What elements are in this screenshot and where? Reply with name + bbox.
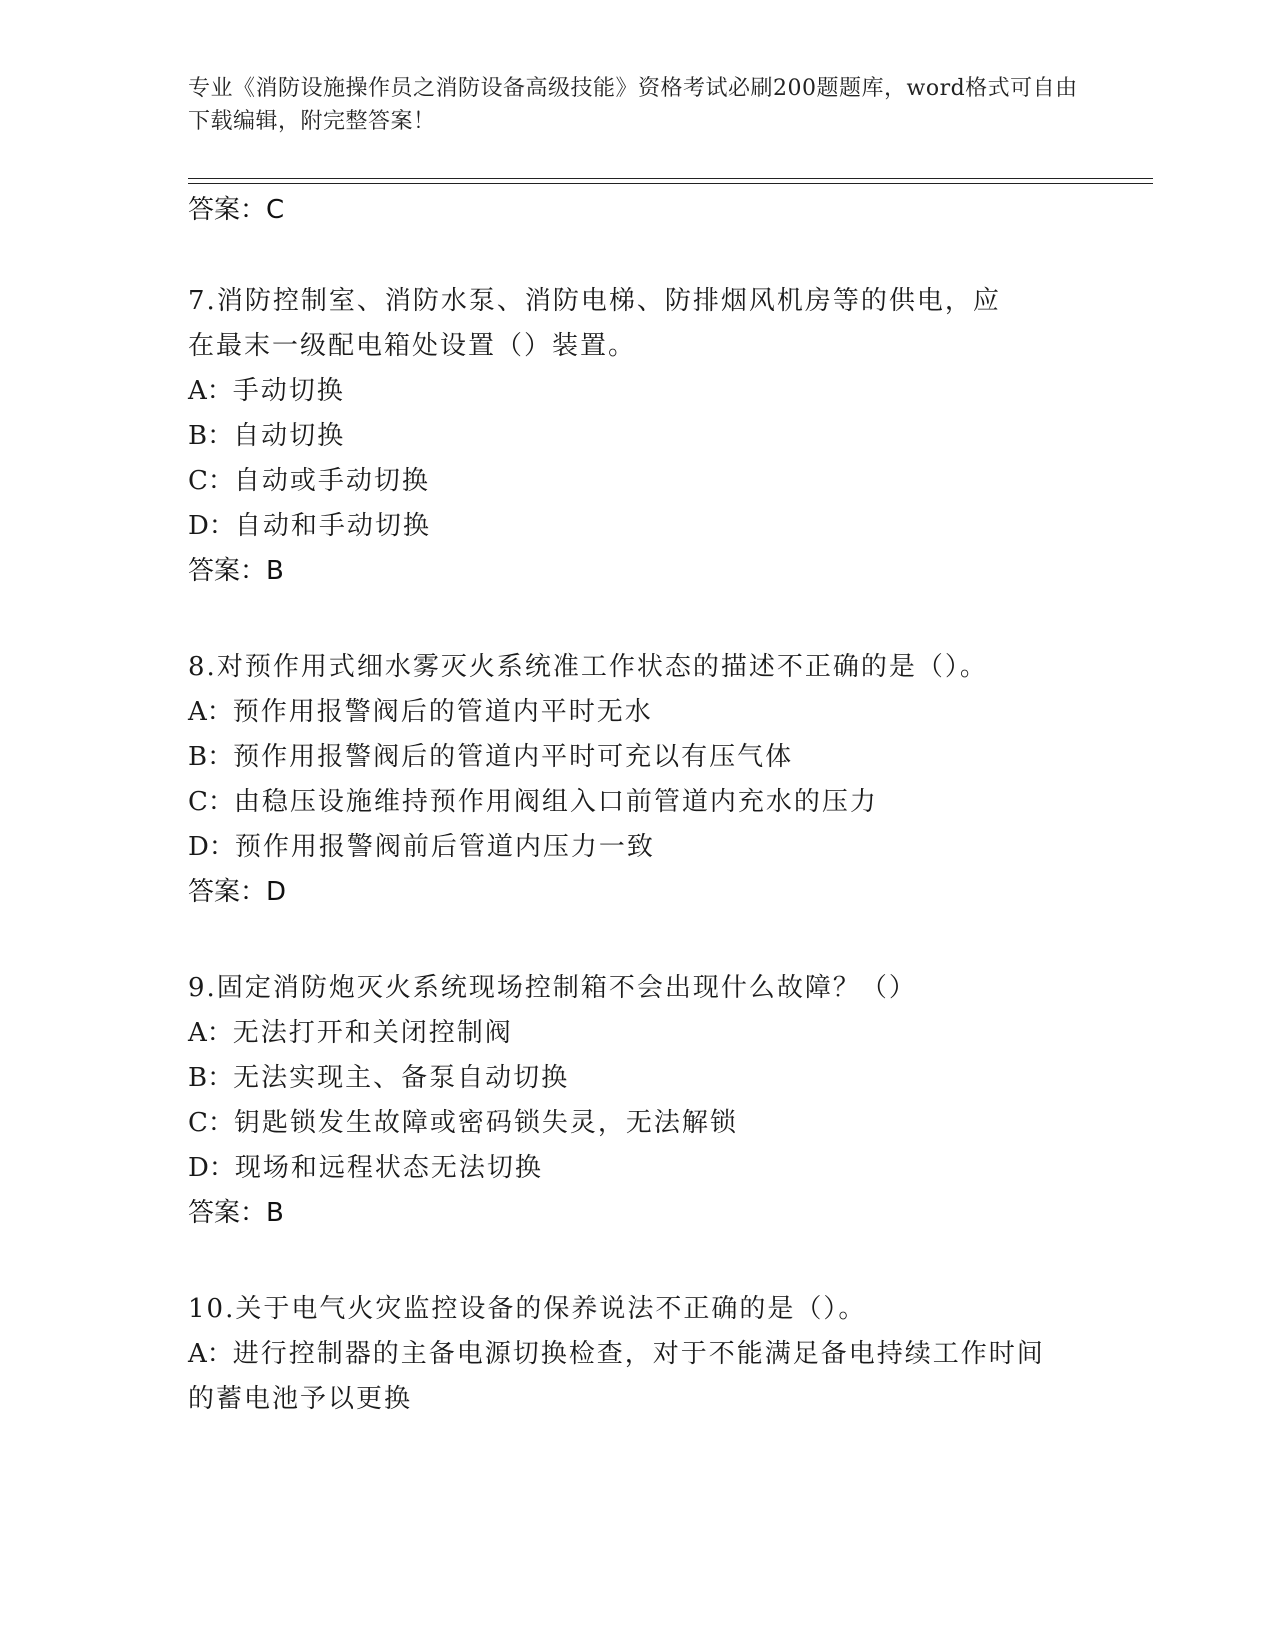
header-rule-top — [188, 178, 1153, 179]
question-stem — [188, 279, 1028, 369]
question-text: 关于电气火灾监控设备的保养说法不正确的是（）。 — [235, 1294, 867, 1324]
question-number: 7. — [188, 286, 217, 316]
question-number: 8. — [188, 652, 217, 682]
option-label: B： — [188, 1063, 234, 1093]
option-text: 自动或手动切换 — [233, 466, 430, 496]
answer-line — [188, 188, 1088, 232]
question-number: 9. — [188, 973, 217, 1003]
option-a — [188, 1332, 1048, 1422]
option-label: D： — [188, 511, 235, 541]
question-text: 对预作用式细水雾灭火系统准工作状态的描述不正确的是（）。 — [216, 652, 988, 682]
question-number: 10. — [188, 1294, 236, 1324]
option-a — [188, 369, 1088, 414]
option-text: 自动切换 — [233, 421, 346, 451]
question-list — [188, 188, 1088, 1422]
option-label: C： — [188, 466, 234, 496]
option-label: A： — [188, 1339, 233, 1369]
question-text: 固定消防炮灭火系统现场控制箱不会出现什么故障？（） — [216, 973, 917, 1003]
option-text: 预作用报警阀后的管道内平时可充以有压气体 — [233, 742, 794, 772]
option-b — [188, 735, 1088, 780]
document-header — [188, 72, 1088, 138]
option-b — [188, 414, 1088, 459]
answer-line — [188, 1191, 1088, 1235]
option-text: 预作用报警阀后的管道内平时无水 — [232, 697, 653, 727]
option-c — [188, 459, 1088, 504]
option-text: 现场和远程状态无法切换 — [234, 1153, 543, 1183]
question-block — [188, 1287, 1088, 1422]
question-stem — [188, 1287, 1088, 1332]
option-label: C： — [188, 787, 234, 817]
option-label: A： — [188, 376, 233, 406]
header-rule-bottom — [188, 183, 1153, 184]
option-label: D： — [188, 1153, 235, 1183]
option-label: A： — [188, 697, 233, 727]
answer-label: 答案： — [188, 195, 267, 225]
option-label: B： — [188, 742, 234, 772]
question-block — [188, 279, 1088, 593]
option-text: 无法实现主、备泵自动切换 — [233, 1063, 570, 1093]
question-text: 消防控制室、消防水泵、消防电梯、防排烟风机房等的供电，应在最末一级配电箱处设置（）装置。 — [188, 286, 1001, 361]
option-c — [188, 780, 1088, 825]
option-text: 钥匙锁发生故障或密码锁失灵，无法解锁 — [233, 1108, 738, 1138]
answer-value: B — [266, 556, 284, 586]
question-stem — [188, 966, 1088, 1011]
answer-value: B — [266, 1198, 284, 1228]
answer-label: 答案： — [188, 877, 267, 907]
option-a — [188, 690, 1088, 735]
option-d — [188, 504, 1088, 549]
question-block — [188, 645, 1088, 914]
option-c — [188, 1101, 1088, 1146]
answer-line — [188, 549, 1088, 593]
option-label: C： — [188, 1108, 234, 1138]
question-stem — [188, 645, 1088, 690]
answer-value: D — [266, 877, 287, 907]
question-block — [188, 966, 1088, 1235]
option-d — [188, 1146, 1088, 1191]
answer-label: 答案： — [188, 1198, 267, 1228]
answer-value: C — [266, 195, 285, 225]
option-label: A： — [188, 1018, 233, 1048]
option-text: 无法打开和关闭控制阀 — [232, 1018, 513, 1048]
option-text: 进行控制器的主备电源切换检查，对于不能满足备电持续工作时间的蓄电池予以更换 — [188, 1339, 1045, 1414]
option-label: B： — [188, 421, 234, 451]
answer-line — [188, 870, 1088, 914]
option-d — [188, 825, 1088, 870]
option-text: 手动切换 — [232, 376, 345, 406]
option-text: 自动和手动切换 — [234, 511, 431, 541]
header-text: 专业《消防设施操作员之消防设备高级技能》资格考试必刷200题题库，word格式可自由下载编辑，附完整答案！ — [188, 76, 1078, 134]
option-text: 由稳压设施维持预作用阀组入口前管道内充水的压力 — [233, 787, 878, 817]
option-label: D： — [188, 832, 235, 862]
option-text: 预作用报警阀前后管道内压力一致 — [234, 832, 655, 862]
answer-label: 答案： — [188, 556, 267, 586]
option-b — [188, 1056, 1088, 1101]
option-a — [188, 1011, 1088, 1056]
